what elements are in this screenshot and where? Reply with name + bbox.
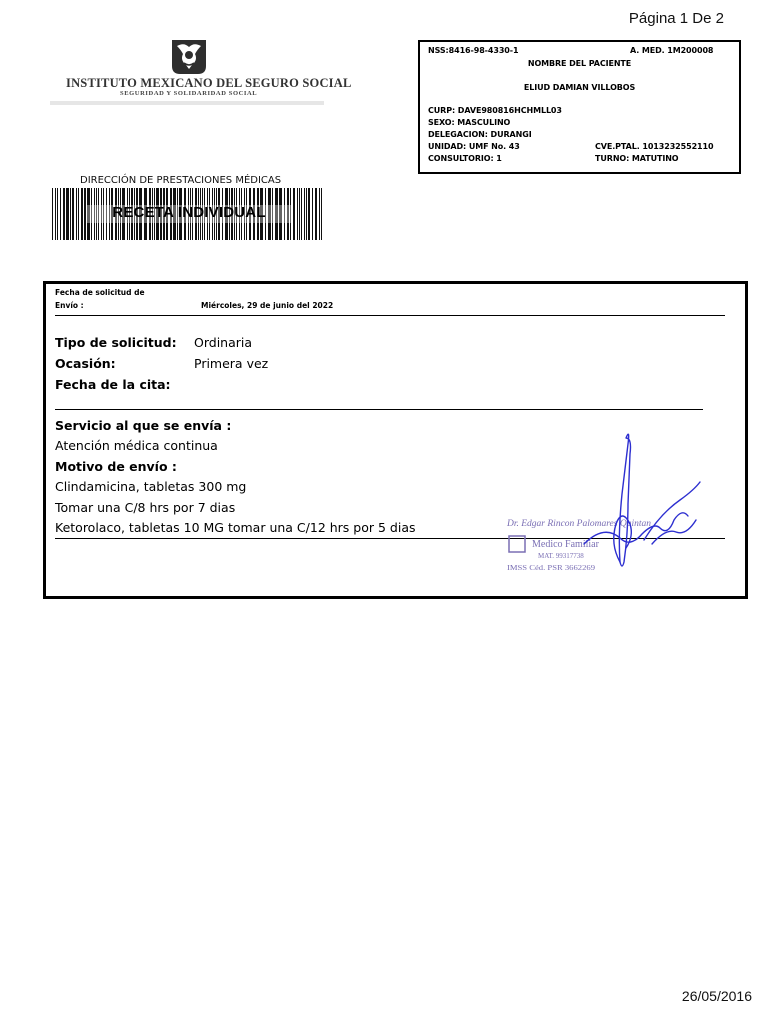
motivo-line: Tomar una C/8 hrs por 7 dias — [55, 500, 236, 515]
form-title: RECETA INDIVIDUAL — [112, 204, 266, 221]
curp: CURP: DAVE980816HCHMLL03 — [428, 106, 562, 115]
tipo-value: Ordinaria — [194, 335, 253, 350]
stamp-ced: IMSS Céd. PSR 3662269 — [507, 563, 596, 572]
stamp-doctor: Dr. Edgar Rincon Palomares Quintan — [505, 518, 652, 528]
imss-eagle-emblem-icon — [168, 38, 210, 76]
direccion-heading: DIRECCIÓN DE PRESTACIONES MÉDICAS — [80, 175, 282, 186]
handwritten-signature-icon — [560, 424, 720, 574]
delegacion: DELEGACION: DURANGI — [428, 130, 532, 139]
servicio-label: Servicio al que se envía : — [55, 418, 232, 433]
stamp-emblem-icon — [509, 536, 525, 552]
servicio-value: Atención médica continua — [55, 438, 218, 453]
motivo-label: Motivo de envío : — [55, 459, 177, 474]
cita-label: Fecha de la cita: — [55, 377, 171, 392]
fecha-label-line2: Envío : — [55, 301, 84, 310]
fecha-label-line1: Fecha de solicitud de — [55, 288, 145, 297]
imss-logo — [50, 38, 352, 106]
consultorio: CONSULTORIO: 1 — [428, 154, 502, 163]
tipo-label: Tipo de solicitud: — [55, 335, 177, 350]
patient-name: ELIUD DAMIAN VILLOBOS — [523, 83, 636, 92]
patient-name-header: NOMBRE DEL PACIENTE — [527, 59, 632, 68]
page-number: Página 1 De 2 — [628, 10, 724, 27]
turno: TURNO: MATUTINO — [595, 154, 679, 163]
institution-motto: SEGURIDAD Y SOLIDARIDAD SOCIAL — [120, 90, 258, 97]
divider-middle — [55, 409, 703, 410]
patient-info-box — [418, 40, 741, 174]
footer-date: 26/05/2016 — [681, 988, 752, 1004]
fecha-value: Miércoles, 29 de junio del 2022 — [201, 301, 334, 310]
logo-divider — [50, 101, 324, 105]
divider-top — [55, 315, 725, 316]
unidad: UNIDAD: UMF No. 43 — [428, 142, 520, 151]
sexo: SEXO: MASCULINO — [428, 118, 511, 127]
stamp-mat: MAT. 99317738 — [538, 552, 584, 560]
ocasion-label: Ocasión: — [55, 356, 116, 371]
motivo-line: Clindamicina, tabletas 300 mg — [55, 479, 247, 494]
motivo-line: Ketorolaco, tabletas 10 MG tomar una C/12 hrs por 5 dias — [55, 520, 416, 535]
ocasion-value: Primera vez — [194, 356, 269, 371]
institution-name: INSTITUTO MEXICANO DEL SEGURO SOCIAL — [66, 76, 352, 90]
cve-ptal: CVE.PTAL. 1013232552110 — [595, 142, 714, 151]
a-med: A. MED. 1M200008 — [630, 46, 714, 55]
stamp-title: Medico Familiar — [532, 539, 599, 550]
nss: NSS:8416-98-4330-1 — [428, 46, 519, 55]
